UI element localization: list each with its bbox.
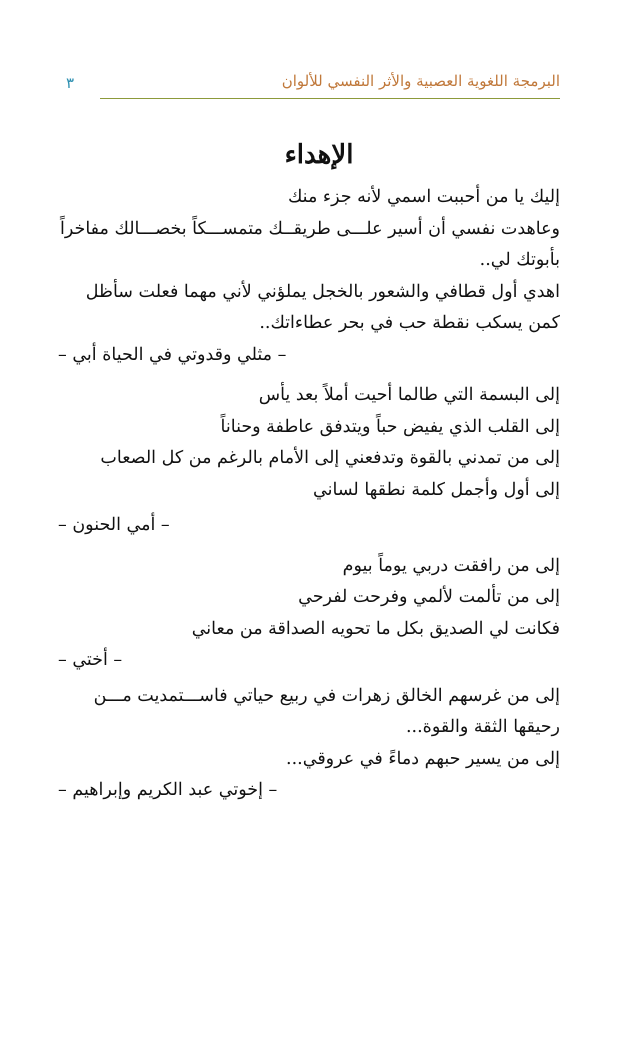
paragraph-1: إليك يا من أحببت اسمي لأنه جزء منك <box>287 187 560 207</box>
page-heading: الإهداء <box>284 140 354 170</box>
running-header <box>60 72 560 102</box>
father-line-2: إلى القلب الذي يفيض حباً ويتدفق عاطفة وحناناً <box>220 416 560 437</box>
mother-line-3: فكانت لي الصديق بكل ما تحويه الصداقة من معاني <box>191 618 560 639</box>
paragraph-3: اهدي أول قطافي والشعور بالخجل يملؤني لأني مهما فعلت سأظل كمن يسكب نقطة حب في بحر عطاءاتك.. <box>85 281 560 333</box>
page-number: ٣ <box>66 74 75 92</box>
header-title: البرمجة اللغوية العصبية والأثر النفسي للألوان <box>281 72 560 90</box>
brothers-dedication: – إخوتي عبد الكريم وإبراهيم – <box>58 780 278 800</box>
paragraph-2: وعاهدت نفسي أن أسير علـــى طريقــك متمســـكاً بخصـــالك مفاخراً بأبوتك لي.. <box>59 218 560 270</box>
father-line-3: إلى من تمدني بالقوة وتدفعني إلى الأمام بالرغم من كل الصعاب <box>100 448 560 468</box>
mother-line-2: إلى من تألمت لألمي وفرحت لفرحي <box>298 587 560 607</box>
sister-dedication: – أختي – <box>58 650 123 670</box>
header-rule <box>100 98 560 99</box>
sister-line-1: إلى من غرسهم الخالق زهرات في ربيع حياتي فاســـتمديت مـــن رحيقها الثقة والقوة... <box>93 685 560 737</box>
mother-dedication: – أمي الحنون – <box>58 515 170 535</box>
father-line-1: إلى البسمة التي طالما أحيت أملاً بعد يأس <box>258 385 560 405</box>
father-line-4: إلى أول وأجمل كلمة نطقها لساني <box>313 479 560 500</box>
sister-line-2: إلى من يسير حبهم دماءً في عروقي... <box>286 748 560 769</box>
mother-line-1: إلى من رافقت دربي يوماً بيوم <box>342 555 560 576</box>
dedication-body <box>58 182 560 807</box>
father-dedication: – مثلي وقدوتي في الحياة أبي – <box>58 344 287 365</box>
